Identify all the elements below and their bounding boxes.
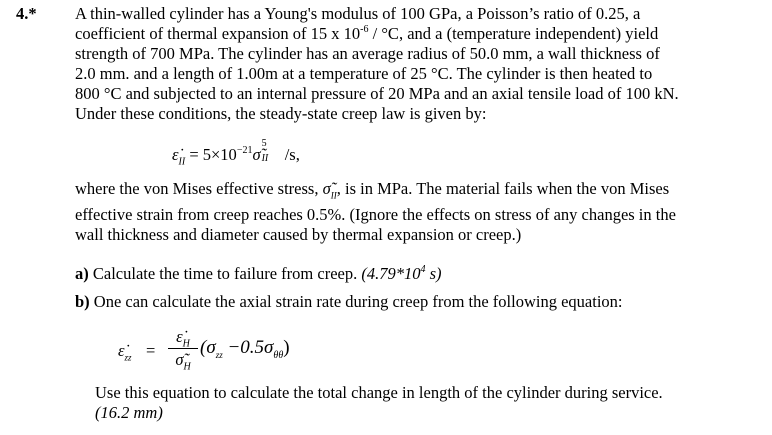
intro-line-4: 2.0 mm. and a length of 1.00m at a temperature of 25 °C. The cylinder is then heated to — [75, 64, 653, 83]
parenthetical-term — [200, 337, 290, 361]
intro-line-2 — [75, 24, 765, 44]
part-a-label: a) — [75, 264, 89, 283]
effective-stress-inline-symbol: σ̃ — [322, 179, 331, 198]
stress-subscript: II — [261, 153, 269, 164]
equals-sign: = — [146, 341, 156, 360]
part-a-answer-value: (4.79*10 — [361, 264, 421, 283]
hoop-stress-subscript: θθ — [273, 349, 284, 361]
numerator-symbol: ε̇ — [176, 327, 183, 346]
axial-stress-subscript: zz — [215, 349, 223, 360]
creep-law-unit: /s, — [284, 145, 300, 164]
fraction-denominator — [168, 348, 198, 371]
problem-number: 4.* — [16, 4, 37, 23]
description-line-1-tail: , is in MPa. The material fails when the von Mises — [336, 179, 670, 198]
description-line-3: wall thickness and diameter caused by thermal expansion or creep.) — [75, 225, 522, 245]
hoop-stress-term: −0.5σ — [222, 337, 274, 358]
effective-stress-inline-subscript: II — [330, 190, 337, 201]
part-b-instruction-line: Use this equation to calculate the total change in length of the cylinder during service. — [95, 383, 663, 402]
description-line-1 — [75, 179, 765, 205]
part-a-question: Calculate the time to failure from creep. — [88, 264, 362, 283]
thermal-exponent: -6 — [360, 24, 369, 35]
axial-strain-rate-equation — [118, 326, 358, 376]
part-b-answer — [95, 403, 755, 423]
effective-stress-description — [75, 179, 765, 245]
numerator-subscript: H — [182, 338, 190, 350]
axial-stress-symbol: (σ — [200, 337, 216, 358]
part-b-answer-value: (16.2 mm) — [95, 403, 163, 422]
strain-rate-fraction — [168, 326, 198, 371]
part-a — [75, 264, 442, 284]
intro-line-3: strength of 700 MPa. The cylinder has an average radius of 50.0 mm, a wall thickness of — [75, 44, 660, 63]
description-line-1-text: where the von Mises effective stress, — [75, 179, 323, 198]
strain-rate-subscript: II — [178, 156, 186, 168]
axial-strain-rate-symbol: ε̇ — [118, 341, 125, 360]
part-a-answer-unit: s) — [425, 264, 442, 283]
description-line-2: effective strain from creep reaches 0.5%. (Ignore the effects on stress of any changes in the — [75, 205, 676, 225]
creep-law-equation — [172, 138, 300, 175]
axial-strain-rate-lhs — [118, 341, 132, 362]
intro-line-2-tail: / °C, and a (temperature independent) yield — [368, 24, 659, 43]
coefficient-exponent: −21 — [236, 145, 253, 156]
part-b — [75, 292, 623, 312]
part-b-question: One can calculate the axial strain rate during creep from the following equation: — [89, 292, 623, 311]
fraction-numerator — [168, 326, 198, 348]
denominator-symbol: σ̃ — [175, 350, 184, 369]
closing-paren: ) — [283, 337, 290, 358]
stress-exponent: 5 — [261, 138, 267, 149]
effective-stress-symbol: σ̃ — [252, 145, 261, 164]
intro-line-2-text: coefficient of thermal expansion of 15 x 10 — [75, 24, 361, 43]
part-a-answer — [361, 264, 441, 283]
intro-line-1: A thin-walled cylinder has a Young's modulus of 100 GPa, a Poisson’s ratio of 0.25, a — [75, 4, 641, 23]
strain-rate-symbol: ε̇ — [172, 145, 179, 164]
problem-intro — [75, 4, 765, 124]
part-b-instructions — [95, 383, 755, 423]
coefficient: = 5×10 — [189, 145, 237, 164]
denominator-subscript: H — [183, 361, 191, 373]
intro-line-6: Under these conditions, the steady-state creep law is given by: — [75, 104, 487, 123]
part-b-label: b) — [75, 292, 90, 311]
intro-line-5: 800 °C and subjected to an internal pressure of 20 MPa and an axial tensile load of 100 kN. — [75, 84, 679, 103]
part-a-answer-exponent: 4 — [420, 264, 426, 275]
axial-strain-rate-subscript: zz — [124, 352, 132, 363]
